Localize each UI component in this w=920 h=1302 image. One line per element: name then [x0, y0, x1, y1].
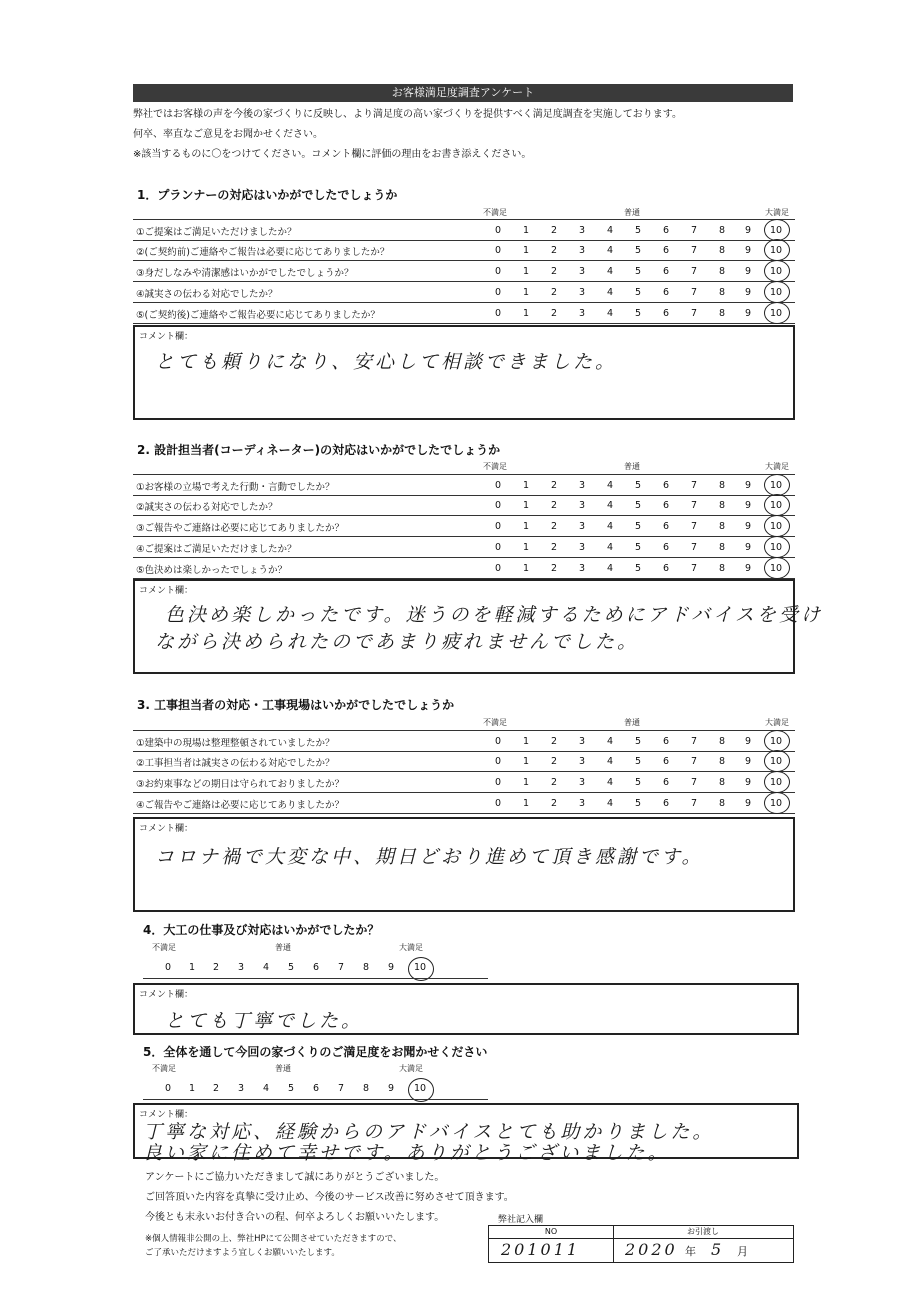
rating-option[interactable]: 7 — [690, 287, 698, 298]
scale-low-label: 不満足 — [152, 1064, 176, 1073]
rating-option[interactable]: 4 — [606, 521, 614, 532]
comment-label: コメント欄： — [139, 332, 194, 342]
selected-rating-circle — [764, 536, 790, 558]
rating-option[interactable]: 0 — [494, 563, 502, 574]
comment-label: コメント欄： — [139, 1110, 194, 1120]
rating-option[interactable]: 5 — [634, 308, 642, 319]
rating-option[interactable]: 10 — [769, 563, 783, 574]
rating-option[interactable]: 0 — [164, 1083, 172, 1094]
rating-option[interactable]: 3 — [578, 266, 586, 277]
rating-option[interactable]: 7 — [690, 266, 698, 277]
rating-option[interactable]: 2 — [550, 266, 558, 277]
scale-high-label: 大満足 — [765, 718, 789, 727]
rating-option[interactable]: 9 — [744, 500, 752, 511]
rating-option[interactable]: 0 — [494, 521, 502, 532]
rating-option[interactable]: 7 — [690, 798, 698, 809]
table-divider — [613, 1226, 614, 1262]
rating-option[interactable]: 10 — [769, 266, 783, 277]
rating-option[interactable]: 7 — [690, 521, 698, 532]
rating-option[interactable]: 7 — [690, 245, 698, 256]
question-text: ⑤(ご契約後)ご連絡やご報告必要に応じてありましたか？ — [136, 310, 380, 321]
rating-option[interactable]: 4 — [606, 756, 614, 767]
rating-option[interactable]: 10 — [769, 777, 783, 788]
rating-option[interactable]: 8 — [718, 480, 726, 491]
rating-option[interactable]: 6 — [662, 521, 670, 532]
rating-option[interactable]: 5 — [634, 542, 642, 553]
intro-line-1: 弊社ではお客様の声を今後の家づくりに反映し、より満足度の高い家づくりを提供すべく満足度調査を実施しております。 — [133, 109, 682, 120]
rating-option[interactable]: 1 — [522, 563, 530, 574]
month-unit: 月 — [737, 1245, 748, 1258]
rating-option[interactable]: 6 — [662, 542, 670, 553]
rating-option[interactable]: 8 — [718, 563, 726, 574]
rating-option[interactable]: 10 — [769, 756, 783, 767]
scale-low-label: 不満足 — [152, 943, 176, 952]
handwritten-comment: ながら決められたのであまり疲れませんでした。 — [155, 631, 640, 653]
question-text: ②工事担当者は誠実さの伝わる対応でしたか？ — [136, 758, 335, 769]
rating-option[interactable]: 2 — [550, 798, 558, 809]
rating-option[interactable]: 1 — [522, 756, 530, 767]
section-title: 1．プランナーの対応はいかがでしたでしょうか — [137, 188, 398, 202]
rating-option[interactable]: 7 — [690, 736, 698, 747]
rating-option[interactable]: 5 — [634, 798, 642, 809]
rating-option[interactable]: 3 — [578, 542, 586, 553]
question-row — [133, 303, 795, 324]
rating-option[interactable]: 10 — [769, 798, 783, 809]
rating-option[interactable]: 9 — [744, 245, 752, 256]
selected-rating-circle — [764, 302, 790, 324]
rating-option[interactable]: 7 — [690, 308, 698, 319]
selected-rating-circle — [764, 750, 790, 772]
rating-option[interactable]: 10 — [769, 245, 783, 256]
intro-line-3: ※該当するものに〇をつけてください。コメント欄に評価の理由をお書き添えください。 — [133, 149, 532, 160]
intro-line-2: 何卒、率直なご意見をお聞かせください。 — [133, 129, 323, 140]
rating-option[interactable]: 1 — [522, 798, 530, 809]
rating-option[interactable]: 5 — [634, 480, 642, 491]
scale-low-label: 不満足 — [483, 718, 507, 727]
footer-line-1: アンケートにご協力いただきまして誠にありがとうございました。 — [145, 1172, 445, 1183]
rating-option[interactable]: 2 — [550, 521, 558, 532]
rating-option[interactable]: 8 — [718, 542, 726, 553]
rating-option[interactable]: 9 — [744, 563, 752, 574]
rating-option[interactable]: 3 — [237, 1083, 245, 1094]
comment-box — [133, 983, 799, 1035]
rating-option[interactable]: 6 — [662, 245, 670, 256]
scale-mid-label: 普通 — [624, 462, 640, 471]
rating-option[interactable]: 6 — [662, 798, 670, 809]
rating-option[interactable]: 8 — [718, 266, 726, 277]
rating-option[interactable]: 9 — [744, 777, 752, 788]
rating-option[interactable]: 4 — [606, 266, 614, 277]
question-row — [133, 751, 795, 772]
office-use-label: 弊社記入欄 — [498, 1215, 544, 1225]
handover-header: お引渡し — [613, 1226, 793, 1239]
rating-option[interactable]: 4 — [262, 1083, 270, 1094]
rating-option[interactable]: 0 — [164, 962, 172, 973]
year-unit: 年 — [685, 1245, 696, 1258]
rating-option[interactable]: 7 — [690, 756, 698, 767]
rating-option[interactable]: 9 — [744, 287, 752, 298]
rating-option[interactable]: 9 — [387, 962, 395, 973]
question-text: ④ご報告やご連絡は必要に応じてありましたか？ — [136, 800, 345, 811]
question-text: ④ご提案はご満足いただけましたか？ — [136, 544, 297, 555]
rating-option[interactable]: 4 — [262, 962, 270, 973]
rating-option[interactable]: 4 — [606, 736, 614, 747]
rating-option[interactable]: 6 — [662, 287, 670, 298]
month-value: 5 — [711, 1240, 725, 1259]
rating-option[interactable]: 7 — [690, 563, 698, 574]
rating-option[interactable]: 4 — [606, 225, 614, 236]
rating-option[interactable]: 4 — [606, 245, 614, 256]
rating-option[interactable]: 8 — [718, 777, 726, 788]
rating-option[interactable]: 5 — [634, 287, 642, 298]
rating-option[interactable]: 7 — [337, 1083, 345, 1094]
rating-option[interactable]: 8 — [718, 287, 726, 298]
rating-option[interactable]: 5 — [634, 225, 642, 236]
rating-option[interactable]: 2 — [550, 225, 558, 236]
rating-option[interactable]: 0 — [494, 308, 502, 319]
selected-rating-circle — [764, 260, 790, 282]
rating-option[interactable]: 0 — [494, 266, 502, 277]
question-row — [133, 282, 795, 303]
section-title: 2. 設計担当者(コーディネーター)の対応はいかがでしたでしょうか — [137, 443, 501, 457]
rating-option[interactable]: 8 — [718, 756, 726, 767]
rating-option[interactable]: 2 — [550, 480, 558, 491]
rating-option[interactable]: 1 — [522, 542, 530, 553]
rating-option[interactable]: 8 — [718, 245, 726, 256]
rating-option[interactable]: 6 — [662, 225, 670, 236]
footer-line-2: ご回答頂いた内容を真摯に受け止め、今後のサービス改善に努めさせて頂きます。 — [145, 1192, 514, 1203]
rating-option[interactable]: 8 — [718, 308, 726, 319]
rating-option[interactable]: 3 — [578, 756, 586, 767]
comment-box — [133, 579, 823, 674]
rating-option[interactable]: 1 — [522, 480, 530, 491]
rating-option[interactable]: 4 — [606, 798, 614, 809]
rating-option[interactable]: 3 — [578, 245, 586, 256]
rating-option[interactable]: 1 — [188, 962, 196, 973]
rating-option[interactable]: 3 — [578, 308, 586, 319]
scale-mid-label: 普通 — [275, 1064, 291, 1073]
question-row — [133, 495, 795, 516]
rating-option[interactable]: 9 — [744, 756, 752, 767]
selected-rating-circle — [764, 557, 790, 579]
rating-option[interactable]: 0 — [494, 245, 502, 256]
scale-high-label: 大満足 — [765, 462, 789, 471]
question-row — [133, 240, 795, 261]
rating-option[interactable]: 6 — [662, 308, 670, 319]
office-use-table — [488, 1225, 794, 1263]
selected-rating-circle — [764, 219, 790, 241]
rating-option[interactable]: 4 — [606, 542, 614, 553]
rating-option[interactable]: 2 — [212, 1083, 220, 1094]
rating-option[interactable]: 2 — [550, 500, 558, 511]
rating-option[interactable]: 3 — [578, 736, 586, 747]
section-title: 3. 工事担当者の対応・工事現場はいかがでしたでしょうか — [137, 698, 455, 712]
rating-option[interactable]: 10 — [769, 521, 783, 532]
question-text: ①建築中の現場は整理整頓されていましたか？ — [136, 738, 335, 749]
rating-option[interactable]: 1 — [522, 308, 530, 319]
rating-option[interactable]: 2 — [550, 245, 558, 256]
rating-option[interactable]: 5 — [634, 521, 642, 532]
rating-option[interactable]: 3 — [578, 500, 586, 511]
rating-option[interactable]: 0 — [494, 225, 502, 236]
rating-option[interactable]: 3 — [578, 798, 586, 809]
rating-option[interactable]: 8 — [362, 962, 370, 973]
rating-option[interactable]: 5 — [634, 245, 642, 256]
no-header: NO — [489, 1226, 613, 1239]
scale-high-label: 大満足 — [765, 208, 789, 217]
rating-option[interactable]: 1 — [522, 266, 530, 277]
scale-mid-label: 普通 — [624, 718, 640, 727]
selected-rating-circle — [764, 239, 790, 261]
rating-option[interactable]: 4 — [606, 777, 614, 788]
scale-high-label: 大満足 — [399, 1064, 423, 1073]
rating-option[interactable]: 8 — [362, 1083, 370, 1094]
rating-option[interactable]: 7 — [690, 500, 698, 511]
rating-option[interactable]: 1 — [522, 225, 530, 236]
rating-option[interactable]: 0 — [494, 736, 502, 747]
question-text: ②(ご契約前)ご連絡やご報告は必要に応じてありましたか？ — [136, 247, 390, 258]
rating-option[interactable]: 10 — [769, 500, 783, 511]
rating-option[interactable]: 6 — [662, 756, 670, 767]
rating-option[interactable]: 9 — [387, 1083, 395, 1094]
scale-low-label: 不満足 — [483, 208, 507, 217]
rating-option[interactable]: 0 — [494, 798, 502, 809]
rating-option[interactable]: 3 — [578, 480, 586, 491]
rating-option[interactable]: 10 — [769, 736, 783, 747]
rating-option[interactable]: 8 — [718, 225, 726, 236]
rating-option[interactable]: 3 — [578, 777, 586, 788]
rating-option[interactable]: 2 — [550, 756, 558, 767]
question-row — [133, 516, 795, 537]
question-row — [133, 793, 795, 814]
no-value: 201011 — [501, 1240, 581, 1259]
rating-option[interactable]: 7 — [690, 225, 698, 236]
rating-option[interactable]: 2 — [550, 736, 558, 747]
handwritten-comment: 丁寧な対応、経験からのアドバイスとても助かりました。 — [143, 1121, 715, 1143]
rating-option[interactable]: 1 — [522, 777, 530, 788]
selected-rating-circle — [764, 281, 790, 303]
rating-option[interactable]: 2 — [550, 308, 558, 319]
rating-option[interactable]: 1 — [522, 736, 530, 747]
rating-option[interactable]: 6 — [662, 500, 670, 511]
question-row — [133, 537, 795, 558]
rating-option[interactable]: 3 — [578, 225, 586, 236]
rating-option[interactable]: 2 — [550, 542, 558, 553]
question-row — [133, 730, 795, 752]
rating-option[interactable]: 9 — [744, 225, 752, 236]
comment-box — [133, 1103, 799, 1164]
rating-option[interactable]: 4 — [606, 480, 614, 491]
comment-box — [133, 325, 795, 420]
rating-option[interactable]: 8 — [718, 798, 726, 809]
footer-note-1: ※個人情報非公開の上、弊社HPにて公開させていただきますので、 — [145, 1234, 402, 1244]
rating-option[interactable]: 1 — [522, 287, 530, 298]
rating-option[interactable]: 0 — [494, 480, 502, 491]
rating-option[interactable]: 9 — [744, 308, 752, 319]
rating-option[interactable]: 4 — [606, 287, 614, 298]
question-text: ①お客様の立場で考えた行動・言動でしたか？ — [136, 482, 335, 493]
rating-option[interactable]: 5 — [634, 736, 642, 747]
rating-option[interactable]: 10 — [769, 287, 783, 298]
rating-option[interactable]: 5 — [634, 756, 642, 767]
comment-label: コメント欄： — [139, 586, 194, 596]
handwritten-comment: とても丁寧でした。 — [165, 1010, 364, 1032]
scale-mid-label: 普通 — [275, 943, 291, 952]
rating-option[interactable]: 9 — [744, 480, 752, 491]
rating-option[interactable]: 6 — [312, 962, 320, 973]
question-text: ③身だしなみや清潔感はいかがでしたでしょうか？ — [136, 268, 354, 279]
question-text: ①ご提案はご満足いただけましたか？ — [136, 227, 297, 238]
rating-option[interactable]: 6 — [662, 777, 670, 788]
rating-option[interactable]: 7 — [690, 542, 698, 553]
rating-option[interactable]: 10 — [413, 962, 427, 973]
question-row — [133, 261, 795, 282]
rating-option[interactable]: 0 — [494, 756, 502, 767]
rating-option[interactable]: 2 — [212, 962, 220, 973]
question-text: ②誠実さの伝わる対応でしたか？ — [136, 502, 278, 513]
rating-option[interactable]: 5 — [287, 962, 295, 973]
survey-title: お客様満足度調査アンケート — [133, 84, 793, 102]
question-text: ⑤色決めは楽しかったでしょうか？ — [136, 565, 288, 576]
selected-rating-circle — [764, 515, 790, 537]
comment-box — [133, 817, 795, 912]
rating-option[interactable]: 6 — [662, 480, 670, 491]
rating-option[interactable]: 8 — [718, 521, 726, 532]
rating-option[interactable]: 6 — [662, 563, 670, 574]
rating-option[interactable]: 9 — [744, 266, 752, 277]
rating-option[interactable]: 2 — [550, 287, 558, 298]
section-title: 4．大工の仕事及び対応はいかがでしたか？ — [143, 923, 380, 937]
comment-label: コメント欄： — [139, 990, 194, 1000]
question-row — [133, 219, 795, 241]
rating-option[interactable]: 7 — [337, 962, 345, 973]
rating-option[interactable]: 4 — [606, 563, 614, 574]
rating-option[interactable]: 3 — [237, 962, 245, 973]
rating-option[interactable]: 3 — [578, 563, 586, 574]
handwritten-comment: とても頼りになり、安心して相談できました。 — [155, 351, 618, 373]
question-text: ③お約束事などの期日は守られておりましたか？ — [136, 779, 345, 790]
rating-option[interactable]: 0 — [494, 287, 502, 298]
rating-option[interactable]: 0 — [494, 542, 502, 553]
question-row — [133, 474, 795, 496]
scale-low-label: 不満足 — [483, 462, 507, 471]
scale-mid-label: 普通 — [624, 208, 640, 217]
rating-option[interactable]: 4 — [606, 500, 614, 511]
comment-label: コメント欄： — [139, 824, 194, 834]
rating-option[interactable]: 0 — [494, 777, 502, 788]
selected-rating-circle — [764, 494, 790, 516]
rating-option[interactable]: 1 — [522, 500, 530, 511]
question-text: ④誠実さの伝わる対応でしたか？ — [136, 289, 278, 300]
handwritten-comment: コロナ禍で大変な中、期日どおり進めて頂き感謝です。 — [155, 846, 704, 868]
rating-option[interactable]: 6 — [662, 736, 670, 747]
rating-option[interactable]: 6 — [312, 1083, 320, 1094]
year-value: 2020 — [625, 1240, 678, 1259]
rating-option[interactable]: 5 — [634, 266, 642, 277]
rating-option[interactable]: 10 — [769, 542, 783, 553]
rating-option[interactable]: 9 — [744, 521, 752, 532]
rating-option[interactable]: 5 — [634, 777, 642, 788]
rating-option[interactable]: 8 — [718, 736, 726, 747]
rating-option[interactable]: 1 — [188, 1083, 196, 1094]
question-text: ③ご報告やご連絡は必要に応じてありましたか？ — [136, 523, 345, 534]
selected-rating-circle — [764, 730, 790, 752]
scale-high-label: 大満足 — [399, 943, 423, 952]
rating-option[interactable]: 5 — [634, 500, 642, 511]
rating-option[interactable]: 9 — [744, 542, 752, 553]
footer-line-3: 今後とも末永いお付き合いの程、何卒よろしくお願いいたします。 — [145, 1212, 445, 1223]
rating-option[interactable]: 10 — [413, 1083, 427, 1094]
rating-option[interactable]: 10 — [769, 308, 783, 319]
rating-option[interactable]: 0 — [494, 500, 502, 511]
rating-option[interactable]: 2 — [550, 563, 558, 574]
rating-option[interactable]: 4 — [606, 308, 614, 319]
selected-rating-circle — [764, 474, 790, 496]
rating-option[interactable]: 3 — [578, 521, 586, 532]
rating-option[interactable]: 3 — [578, 287, 586, 298]
rating-option[interactable]: 10 — [769, 225, 783, 236]
section-title: 5．全体を通して今回の家づくりのご満足度をお聞かせください — [143, 1045, 488, 1059]
rating-option[interactable]: 1 — [522, 521, 530, 532]
selected-rating-circle — [764, 771, 790, 793]
rating-option[interactable]: 5 — [287, 1083, 295, 1094]
rating-option[interactable]: 5 — [634, 563, 642, 574]
rating-option[interactable]: 10 — [769, 480, 783, 491]
question-row — [133, 558, 795, 579]
rating-underline — [143, 978, 488, 979]
rating-option[interactable]: 6 — [662, 266, 670, 277]
rating-option[interactable]: 9 — [744, 736, 752, 747]
rating-option[interactable]: 7 — [690, 480, 698, 491]
rating-option[interactable]: 7 — [690, 777, 698, 788]
rating-option[interactable]: 2 — [550, 777, 558, 788]
selected-rating-circle — [764, 792, 790, 814]
footer-note-2: ご了承いただけますよう宜しくお願いいたします。 — [145, 1248, 340, 1258]
rating-option[interactable]: 8 — [718, 500, 726, 511]
rating-option[interactable]: 9 — [744, 798, 752, 809]
handwritten-comment: 色決め楽しかったです。迷うのを軽減するためにアドバイスを受け — [165, 604, 823, 626]
rating-underline — [143, 1099, 488, 1100]
handwritten-comment: 良い家に住めて幸せです。ありがとうございました。 — [143, 1142, 670, 1164]
question-row — [133, 772, 795, 793]
rating-option[interactable]: 1 — [522, 245, 530, 256]
